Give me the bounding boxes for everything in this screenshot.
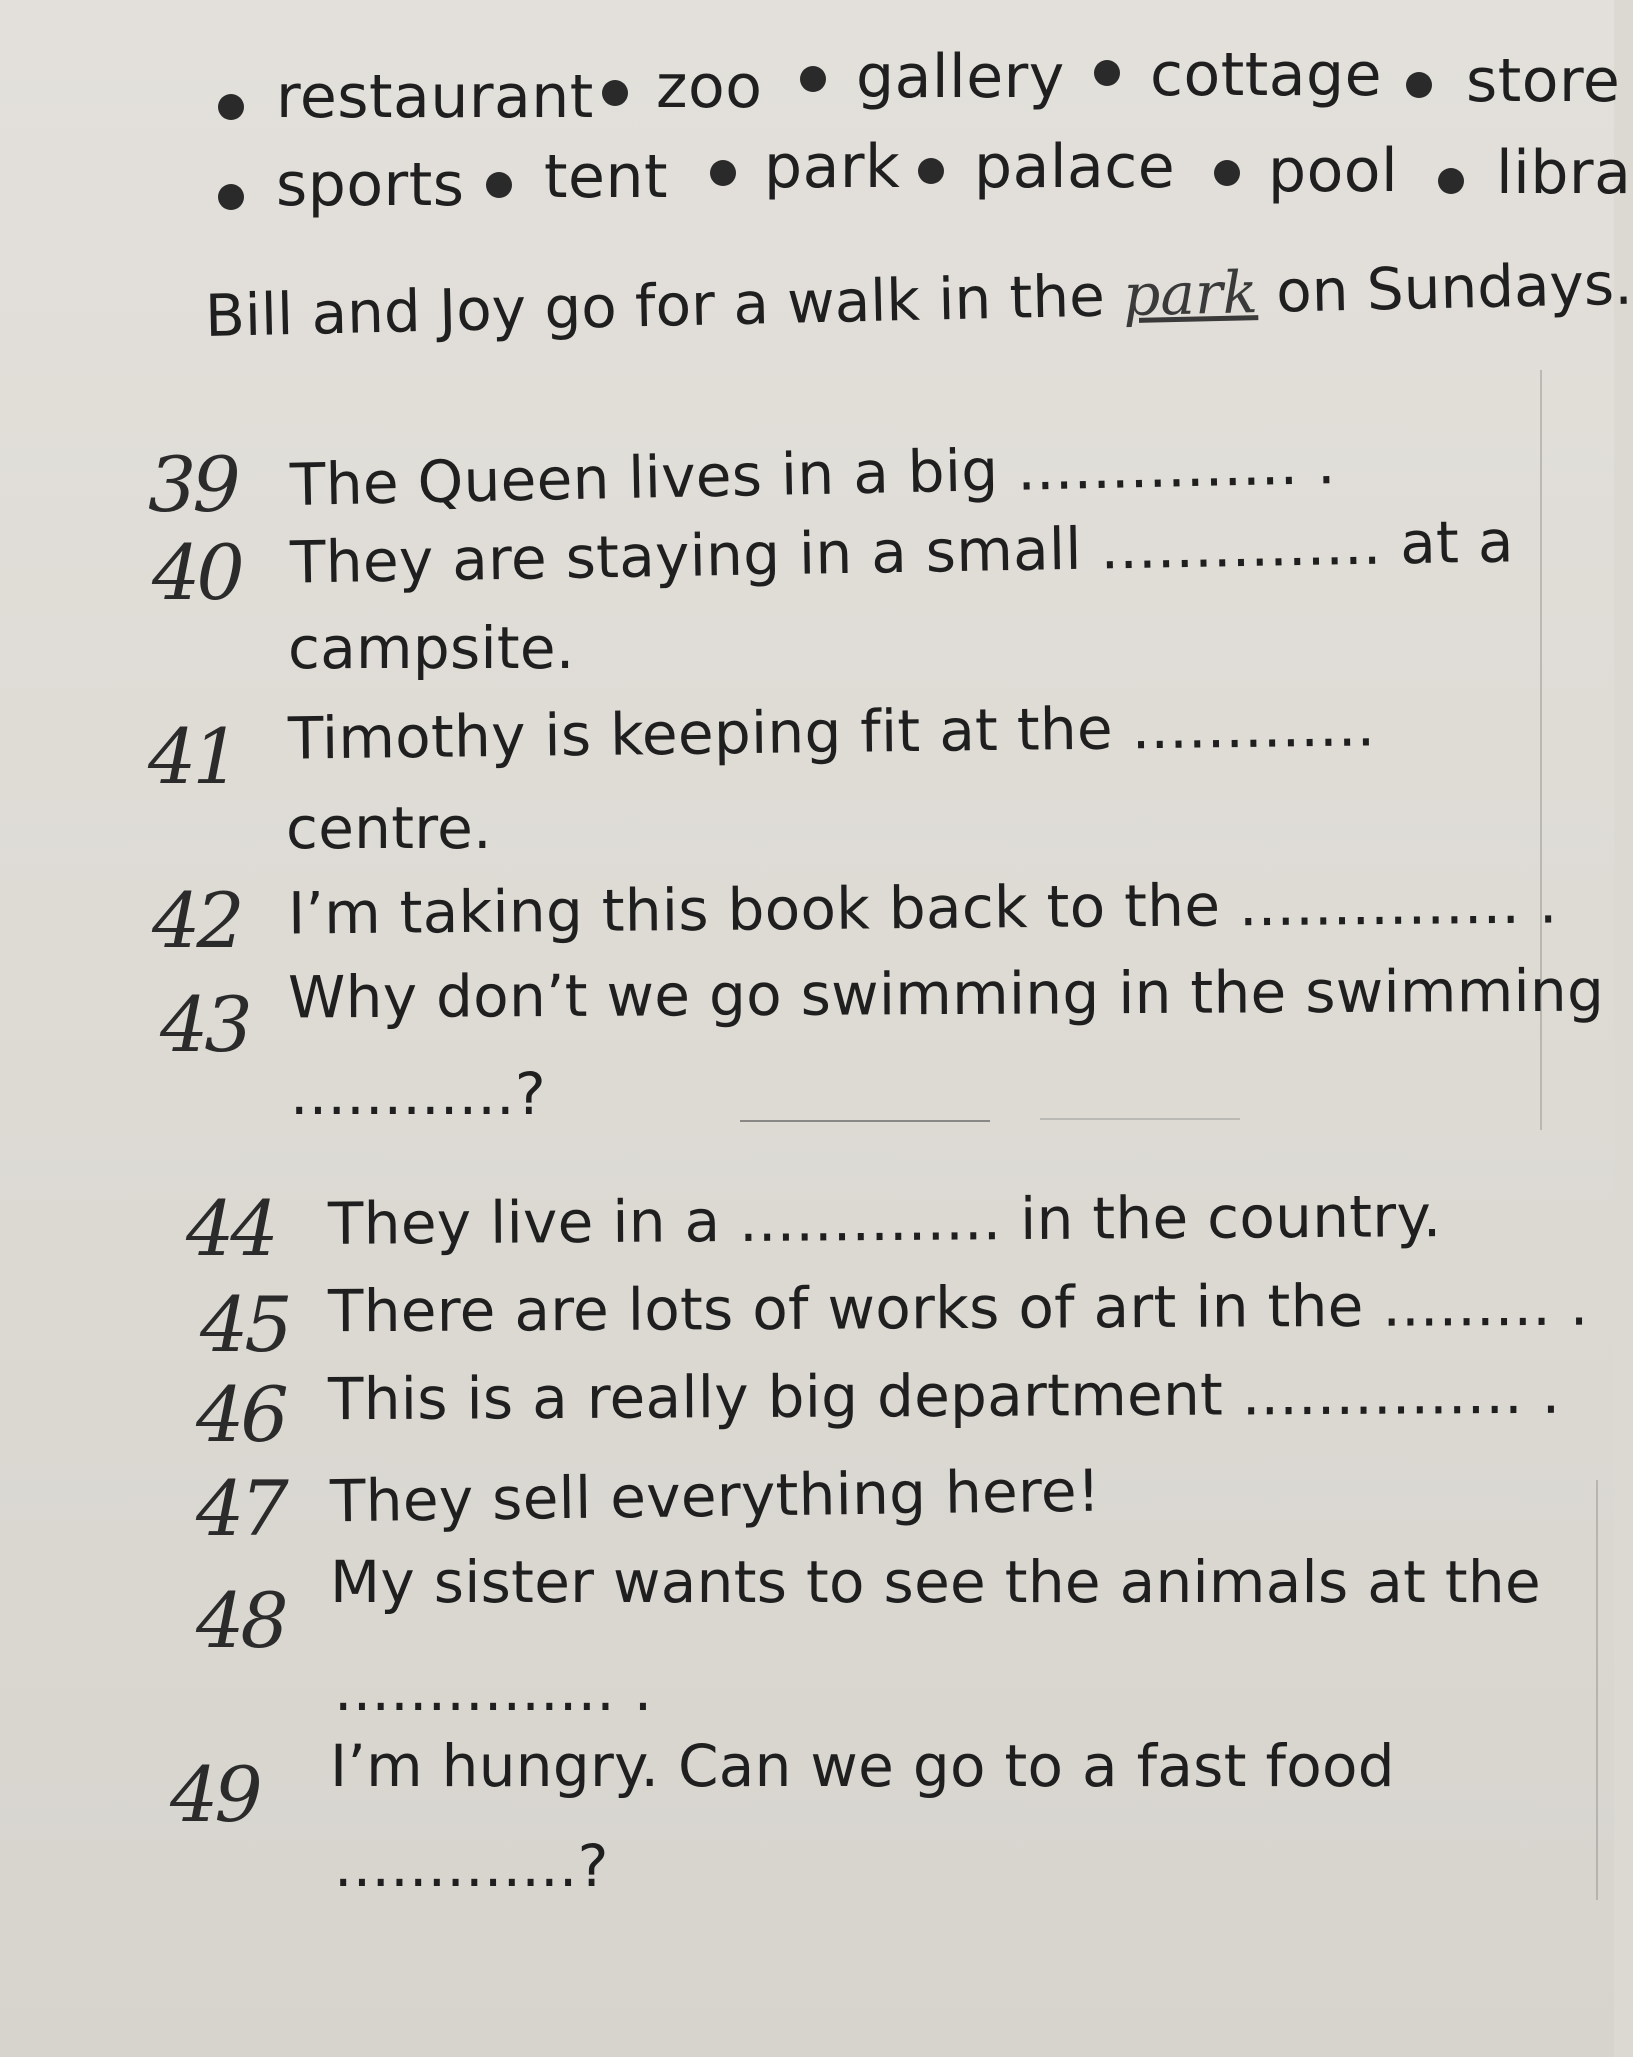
page-fold-line-lower — [1596, 1480, 1598, 1900]
item-number-49: 49 — [170, 1750, 259, 1839]
item-number-46: 46 — [196, 1370, 285, 1459]
bullet-icon — [1094, 60, 1120, 86]
item-45-text: There are lots of works of art in the ......... . — [327, 1270, 1589, 1346]
word-park: park — [764, 132, 901, 202]
word-store: store — [1466, 46, 1621, 116]
item-number-39: 39 — [148, 440, 237, 529]
item-number-47: 47 — [196, 1464, 285, 1553]
item-42-text: I’m taking this book back to the ............... . — [287, 868, 1558, 948]
item-49-continuation: .............? — [334, 1832, 609, 1900]
item-46-continuation: They sell everything here! — [329, 1456, 1101, 1536]
item-number-42: 42 — [152, 876, 241, 965]
item-39-text: The Queen lives in a big ............... . — [289, 429, 1337, 519]
bullet-icon — [800, 66, 826, 92]
item-number-43: 43 — [160, 980, 249, 1069]
bullet-icon — [1438, 168, 1464, 194]
word-restaurant: restaurant — [276, 62, 594, 132]
word-cottage: cottage — [1150, 40, 1383, 110]
example-text-after: on Sundays. — [1275, 249, 1633, 326]
item-44-text: They live in a .............. in the country. — [327, 1182, 1442, 1258]
word-palace: palace — [974, 132, 1176, 202]
word-tent: tent — [544, 142, 668, 212]
bullet-icon — [1406, 72, 1432, 98]
word-pool: pool — [1268, 136, 1399, 206]
bullet-icon — [710, 160, 736, 186]
example-answer: park — [1122, 258, 1259, 330]
item-46-text: This is a really big department ............... . — [327, 1358, 1561, 1434]
item-41-text: Timothy is keeping fit at the ............. — [287, 691, 1376, 773]
divider-line — [740, 1120, 990, 1122]
bullet-icon — [602, 80, 628, 106]
item-number-40: 40 — [152, 528, 241, 617]
bullet-icon — [918, 158, 944, 184]
example-text-before: Bill and Joy go for a walk in the — [204, 261, 1106, 350]
bullet-icon — [1214, 160, 1240, 186]
divider-line-faint — [1040, 1118, 1240, 1120]
word-library: libra — [1496, 138, 1632, 208]
item-40-text: They are staying in a small ............... at a — [289, 507, 1515, 597]
word-gallery: gallery — [856, 42, 1065, 112]
word-sports: sports — [276, 150, 465, 220]
item-43-text: Why don’t we go swimming in the swimming — [287, 956, 1605, 1032]
item-number-48: 48 — [196, 1576, 285, 1665]
item-41-continuation: centre. — [286, 794, 492, 862]
bullet-icon — [486, 172, 512, 198]
word-zoo: zoo — [656, 52, 763, 122]
bullet-icon — [218, 94, 244, 120]
item-number-45: 45 — [200, 1280, 289, 1369]
item-48-text: My sister wants to see the animals at the — [330, 1548, 1541, 1616]
bullet-icon — [218, 184, 244, 210]
item-number-41: 41 — [148, 712, 237, 801]
item-49-text: I’m hungry. Can we go to a fast food — [330, 1732, 1395, 1800]
item-40-continuation: campsite. — [288, 614, 575, 682]
item-48-continuation: ............... . — [334, 1656, 653, 1724]
example-sentence — [204, 250, 1633, 350]
item-43-continuation: ............? — [290, 1060, 546, 1128]
item-number-44: 44 — [186, 1184, 275, 1273]
